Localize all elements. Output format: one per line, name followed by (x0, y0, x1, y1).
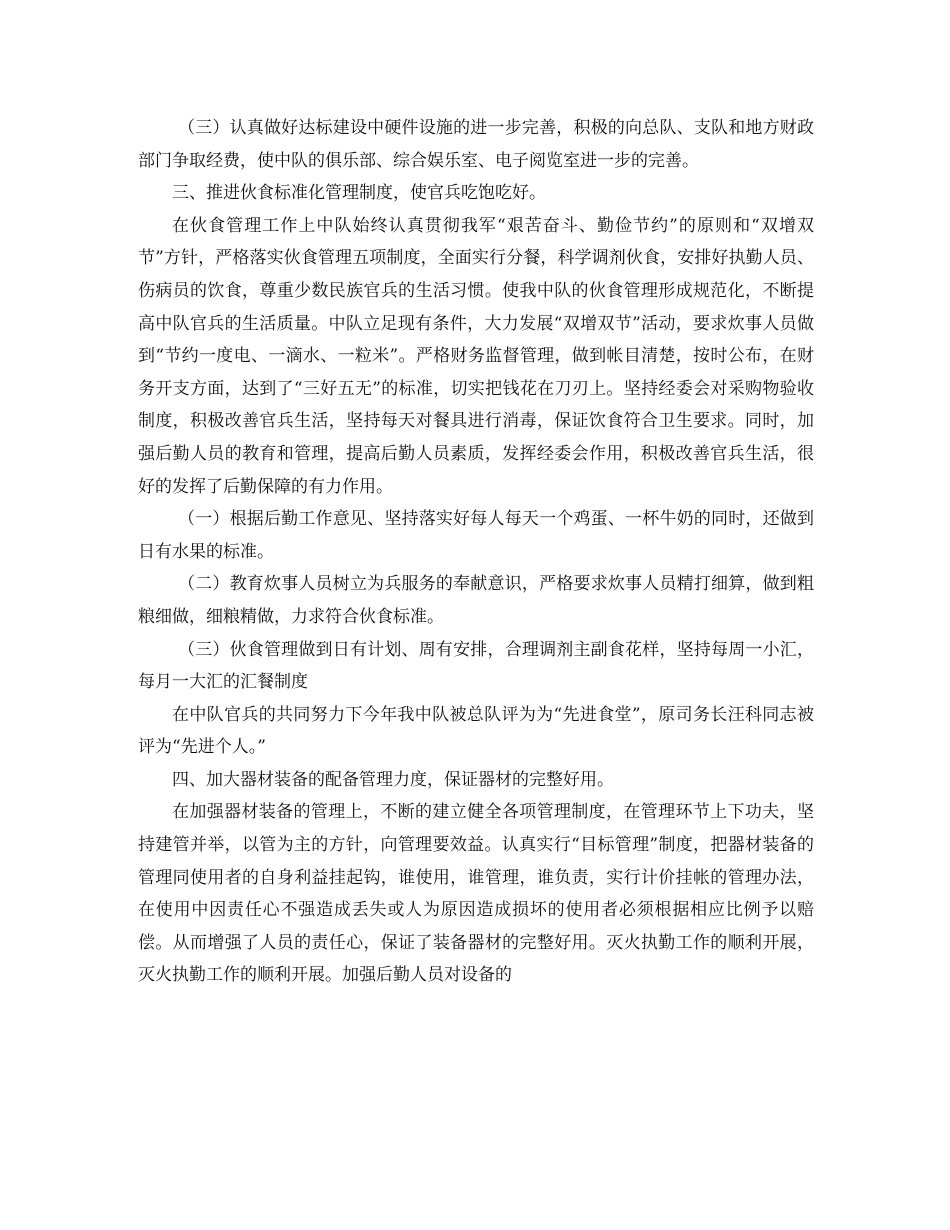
paragraph-equipment-body: 在加强器材装备的管理上，不断的建立健全各项管理制度，在管理环节上下功夫，坚持建管并举，以管为主的方针，向管理要效益。认真实行“目标管理”制度，把器材装备的管理同使用者的自身利益挂起钩，谁使用，谁管理，谁负责，实行计价挂帐的管理办法，在使用中因责任心不强造成丢失或人为原因造成损坏的使用者必须根据相应比例予以赔偿。从而增强了人员的责任心，保证了装备器材的完整好用。灭火执勤工作的顺利开展，灭火执勤工作的顺利开展。加强后勤人员对设备的 (138, 802, 814, 986)
paragraph-hardware-facilities: （三）认真做好达标建设中硬件设施的进一步完善，积极的向总队、支队和地方财政部门争取经费，使中队的俱乐部、综合娱乐室、电子阅览室进一步的完善。 (138, 118, 814, 171)
paragraph-awards: 在中队官兵的共同努力下今年我中队被总队评为为“先进食堂”，原司务长汪科同志被评为“先进个人。” (138, 704, 814, 758)
paragraph-food-item-one: （一）根据后勤工作意见、坚持落实好每人每天一个鸡蛋、一杯牛奶的同时，还做到日有水果的标准。 (138, 509, 814, 562)
paragraph-food-management-body: 在伙食管理工作上中队始终认真贯彻我军“艰苦奋斗、勤俭节约”的原则和“双增双节”方针，严格落实伙食管理五项制度，全面实行分餐，科学调剂伙食，安排好执勤人员、伤病员的饮食，尊重少数民族官兵的生活习惯。使我中队的伙食管理形成规范化，不断提高中队官兵的生活质量。中队立足现有条件，大力发展“双增双节”活动，要求炊事人员做到“节约一度电、一滴水、一粒米”。严格财务监督管理，做到帐目清楚，按时公布，在财务开支方面，达到了“三好五无”的标准，切实把钱花在刀刃上。坚持经委会对采购物验收制度，积极改善官兵生活，坚持每天对餐具进行消毒，保证饮食符合卫生要求。同时，加强后勤人员的教育和管理，提高后勤人员素质，发挥经委会作用，积极改善官兵生活，很好的发挥了后勤保障的有力作用。 (138, 215, 814, 497)
section-heading-food-management: 三、推进伙食标准化管理制度，使官兵吃饱吃好。 (172, 183, 546, 204)
section-heading-equipment: 四、加大器材装备的配备管理力度，保证器材的完整好用。 (172, 769, 614, 790)
paragraph-food-item-two: （二）教育炊事人员树立为兵服务的奉献意识，严格要求炊事人员精打细算，做到粗粮细做，细粮精做，力求符合伙食标准。 (138, 574, 814, 627)
paragraph-food-item-three: （三）伙食管理做到日有计划、周有安排，合理调剂主副食花样，坚持每周一小汇，每月一大汇的汇餐制度 (138, 639, 814, 693)
document-page (138, 112, 814, 992)
